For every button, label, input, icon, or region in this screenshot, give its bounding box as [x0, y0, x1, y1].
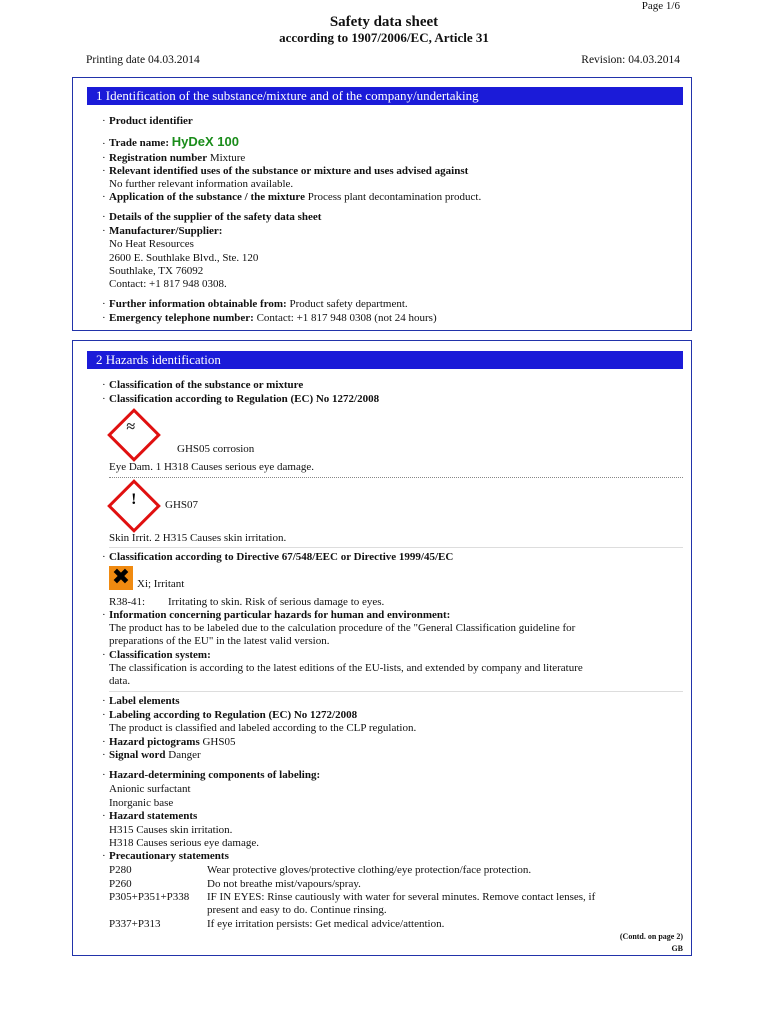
hazard-pictograms-row: Hazard pictograms GHS05 [109, 736, 236, 748]
document-subtitle: according to 1907/2006/EC, Article 31 [279, 30, 489, 45]
hazards-info-label: Information concerning particular hazards for human and environment: [109, 609, 451, 621]
hazard-statement-2: H318 Causes serious eye damage. [109, 837, 259, 849]
product-identifier-label: Product identifier [109, 115, 193, 127]
trade-name-row: Trade name: HyDeX 100 [109, 134, 239, 149]
uses-value: No further relevant information available. [109, 178, 294, 190]
section-2: 2 Hazards identification · Classification of the substance or mixture · Classification according to Regulation (EC) No 1272/2008 ≈ GHS05 corrosion Eye Dam. 1 H318 Causes serious eye damage. ! GHS07 Skin Irrit. 2 H315 Causes skin irritation. · Classification according to Directive 67/548/EEC or Directive 1999/45/EC ✖ Xi; Irritant R38-41: Irritating to skin. Risk of serious damage to eyes. · Information concerning particular hazards for human and environment: The product has to be labeled due to the calculation procedure of the "General Classification guideline for preparations of the EU" in the latest valid version. · Classification system: The classification is according to the latest editions of the EU-lists, and extended by company and literature data. · Label elements · Labeling according to Regulation (EC) No 1272/2008 The product is classified and labeled according to the CLP regulation. · Hazard pictograms GHS05 · Signal word Danger · Hazard-determining components of labeling: Anionic surfactant Inorganic base · Hazard statements H315 Causes skin irritation. H318 Causes serious eye damage. · Precautionary statements P280 Wear protective gloves/protective clothing/eye protection/face protection. P260 Do not breathe mist/vapours/spray. P305+P351+P338 IF IN EYES: Rinse cautiously with water for several minutes. Remove contact lenses, if present and easy to do. Continue rinsing. P337+P313 If eye irritation persists: Get medical advice/attention. (Contd. on page 2) GB [72, 340, 692, 956]
emergency-phone-row: Emergency telephone number: Contact: +1 817 948 0308 (not 24 hours) [109, 312, 437, 324]
label-elements-label: Label elements [109, 695, 180, 707]
p260-code: P260 [109, 878, 132, 890]
classification-system-line-2: data. [109, 675, 131, 687]
p260-text: Do not breathe mist/vapours/spray. [207, 878, 361, 890]
skin-irritation-classification: Skin Irrit. 2 H315 Causes skin irritation. [109, 532, 287, 544]
details-label: Details of the supplier of the safety data sheet [109, 211, 322, 223]
ghs05-label: GHS05 corrosion [177, 443, 255, 455]
p337-text: If eye irritation persists: Get medical advice/attention. [207, 918, 445, 930]
ghs07-label: GHS07 [165, 499, 199, 511]
p305-text-cont: present and easy to do. Continue rinsing. [207, 904, 387, 916]
component-2: Inorganic base [109, 797, 174, 809]
printing-date: Printing date 04.03.2014 [86, 54, 200, 66]
section-2-heading: 2 Hazards identification [87, 351, 683, 369]
document-title: Safety data sheet [329, 14, 439, 30]
signal-word-row: Signal word Danger [109, 749, 201, 761]
application-row: Application of the substance / the mixture Process plant decontamination product. [109, 191, 482, 203]
manufacturer-label: Manufacturer/Supplier: [109, 225, 223, 237]
p305-text: IF IN EYES: Rinse cautiously with water for several minutes. Remove contact lenses, if [207, 891, 596, 903]
hazards-info-line-2: preparations of the EU" in the latest valid version. [109, 635, 330, 647]
address-line-2: 2600 E. Southlake Blvd., Ste. 120 [109, 252, 259, 264]
section-1: 1 Identification of the substance/mixture and of the company/undertaking · Product identifier · Trade name: HyDeX 100 · Registration number Mixture · Relevant identified uses of the substance or mixture and uses advised against No further relevant information available. · Application of the substance / the mixture Process plant decontamination product. · Details of the supplier of the safety data sheet · Manufacturer/Supplier: No Heat Resources 2600 E. Southlake Blvd., Ste. 120 Southlake, TX 76092 Contact: +1 817 948 0308. · Further information obtainable from: Product safety department. · Emergency telephone number: Contact: +1 817 948 0308 (not 24 hours) [72, 77, 692, 331]
exclamation-pictogram-icon: ! [107, 479, 161, 533]
p280-code: P280 [109, 864, 132, 876]
trade-name: HyDeX 100 [171, 134, 239, 149]
further-info-row: Further information obtainable from: Product safety department. [109, 298, 408, 310]
address-contact: Contact: +1 817 948 0308. [109, 278, 227, 290]
hazard-statement-1: H315 Causes skin irritation. [109, 824, 233, 836]
p280-text: Wear protective gloves/protective clothing/eye protection/face protection. [207, 864, 532, 876]
r-text: Irritating to skin. Risk of serious damage to eyes. [168, 596, 385, 608]
classification-system-label: Classification system: [109, 649, 211, 661]
eye-damage-classification: Eye Dam. 1 H318 Causes serious eye damage. [109, 461, 314, 473]
section-1-heading: 1 Identification of the substance/mixture and of the company/undertaking [87, 87, 683, 105]
precautionary-label: Precautionary statements [109, 850, 229, 862]
p337-code: P337+P313 [109, 918, 161, 930]
classification-reg-label: Classification according to Regulation (EC) No 1272/2008 [109, 393, 380, 405]
component-1: Anionic surfactant [109, 783, 191, 795]
uses-label: Relevant identified uses of the substance or mixture and uses advised against [109, 165, 469, 177]
labeling-label: Labeling according to Regulation (EC) No 1272/2008 [109, 709, 358, 721]
hazard-components-label: Hazard-determining components of labeling: [109, 769, 321, 781]
continued-note: (Contd. on page 2) [619, 932, 683, 941]
hazard-statements-label: Hazard statements [109, 810, 198, 822]
hazards-info-line-1: The product has to be labeled due to the calculation procedure of the "General Classification guideline for [109, 622, 576, 634]
r-code: R38-41: [109, 596, 146, 608]
xi-irritant-label: Xi; Irritant [137, 578, 185, 590]
p305-code: P305+P351+P338 [109, 891, 190, 903]
page-number: Page 1/6 [641, 0, 680, 12]
classification-system-line-1: The classification is according to the latest editions of the EU-lists, and extended by company and literature [109, 662, 583, 674]
directive-label: Classification according to Directive 67/548/EEC or Directive 1999/45/EC [109, 551, 454, 563]
country-code: GB [671, 944, 683, 953]
labeling-value: The product is classified and labeled according to the CLP regulation. [109, 722, 417, 734]
address-line-3: Southlake, TX 76092 [109, 265, 204, 277]
irritant-pictogram-icon: ✖ [109, 566, 133, 590]
registration-row: Registration number Mixture [109, 152, 246, 164]
classification-label: Classification of the substance or mixture [109, 379, 304, 391]
revision-date: Revision: 04.03.2014 [581, 54, 680, 66]
corrosion-pictogram-icon: ≈ [107, 408, 161, 462]
address-line-1: No Heat Resources [109, 238, 194, 250]
